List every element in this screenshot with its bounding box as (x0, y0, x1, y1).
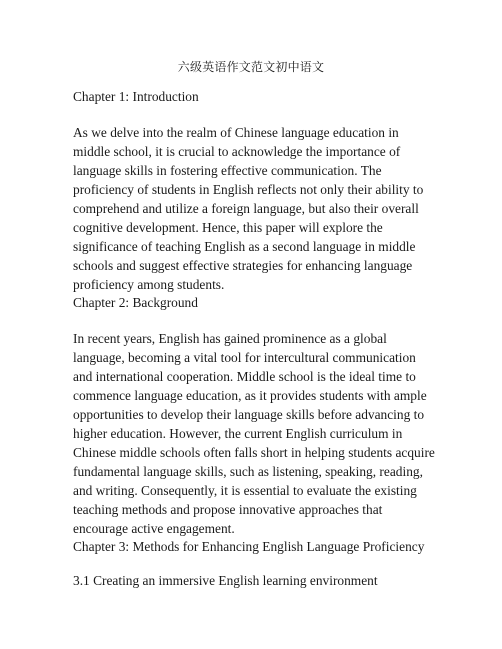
chapter-2-paragraph: In recent years, English has gained prominence as a global language, becoming a vital tool for intercultural communication and international cooperation. Middle school is the ideal time to commence language education, as it provides students with ample opportunities to develop their language skills before advancing to higher education. However, the current English curriculum in Chinese middle schools often falls short in helping students acquire fundamental language skills, such as listening, speaking, reading, and writing. Consequently, it is essential to evaluate the existing teaching methods and propose innovative approaches that encourage active engagement. (73, 331, 435, 536)
chapter-1-heading: Chapter 1: Introduction (73, 89, 199, 104)
section-3-1-heading: 3.1 Creating an immersive English learning environment (73, 573, 378, 588)
chapter-3-heading: Chapter 3: Methods for Enhancing English Language Proficiency (73, 539, 425, 554)
chapter-1-paragraph: As we delve into the realm of Chinese language education in middle school, it is crucial to acknowledge the importance of language skills in fostering effective communication. The proficiency of students in English reflects not only their ability to comprehend and utilize a foreign language, but also their overall cognitive development. Hence, this paper will explore the significance of teaching English as a second language in middle schools and suggest effective strategies for enhancing language proficiency among students. (73, 125, 424, 292)
document-title: 六级英语作文范文初中语文 (177, 60, 325, 74)
chapter-2-heading: Chapter 2: Background (73, 295, 198, 310)
